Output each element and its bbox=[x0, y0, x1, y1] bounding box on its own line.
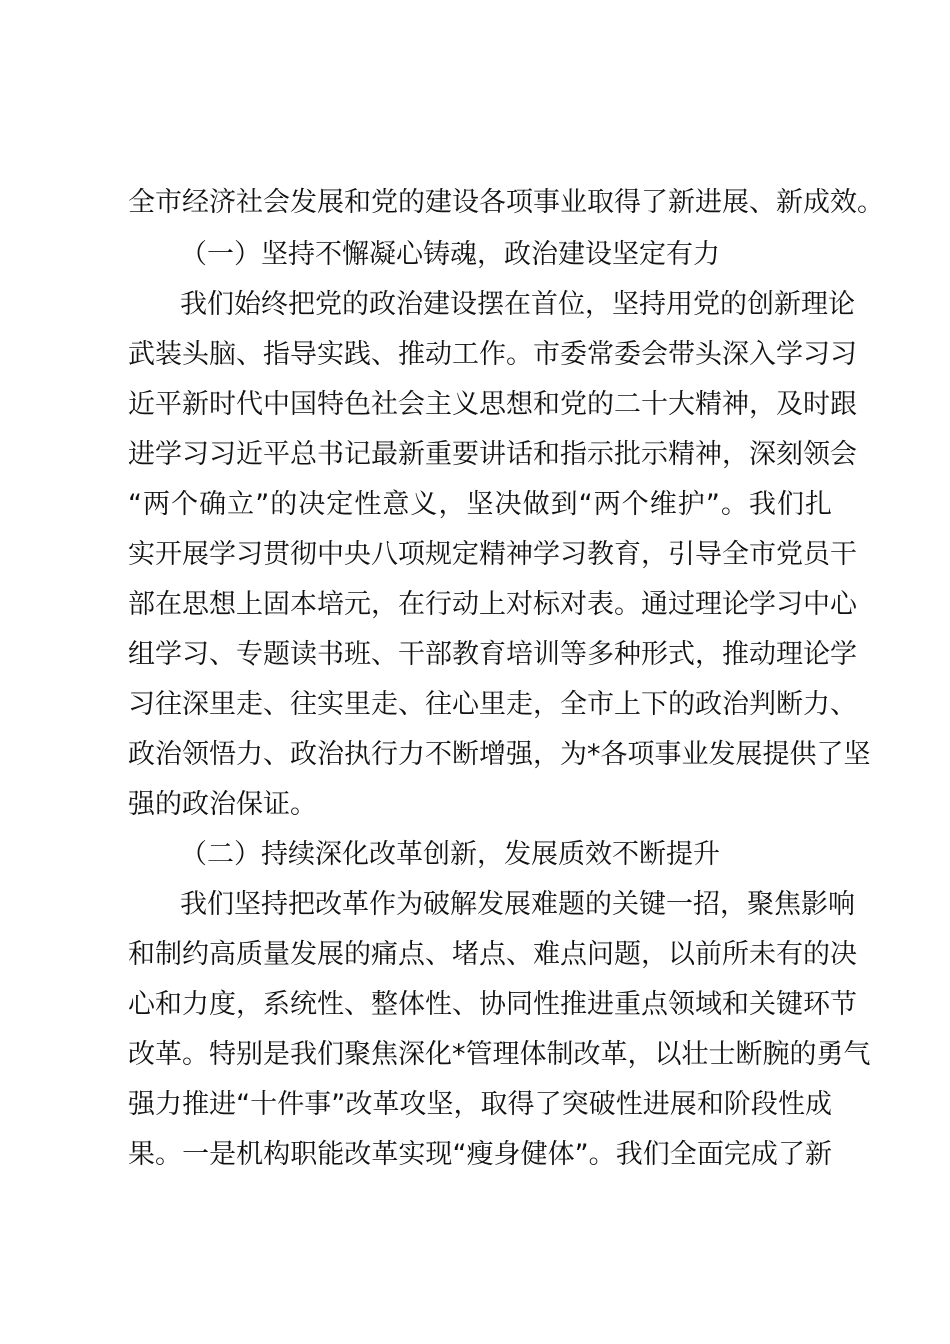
paragraph-1-line-2: 武装头脑、指导实践、推动工作。市委常委会带头深入学习习 bbox=[128, 339, 857, 370]
paragraph-1-line-1: 我们始终把党的政治建设摆在首位，坚持用党的创新理论 bbox=[180, 289, 855, 320]
paragraph-1-line-9: 习往深里走、往实里走、往心里走，全市上下的政治判断力、 bbox=[128, 689, 857, 720]
paragraph-1-line-10: 政治领悟力、政治执行力不断增强，为*各项事业发展提供了坚 bbox=[128, 739, 871, 770]
paragraph-1-line-7: 部在思想上固本培元，在行动上对标对表。通过理论学习中心 bbox=[128, 589, 857, 620]
paragraph-2-line-5: 强力推进“十件事”改革攻坚，取得了突破性进展和阶段性成 bbox=[128, 1089, 832, 1120]
paragraph-2-line-1: 我们坚持把改革作为破解发展难题的关键一招，聚焦影响 bbox=[180, 889, 855, 920]
paragraph-1-line-3: 近平新时代中国特色社会主义思想和党的二十大精神，及时跟 bbox=[128, 389, 857, 420]
paragraph-1-line-6: 实开展学习贯彻中央八项规定精神学习教育，引导全市党员干 bbox=[128, 539, 857, 570]
paragraph-1-line-5: “两个确立”的决定性意义，坚决做到“两个维护”。我们扎 bbox=[128, 489, 832, 520]
section-heading-1: （一）坚持不懈凝心铸魂，政治建设坚定有力 bbox=[180, 239, 720, 270]
section-heading-2: （二）持续深化改革创新，发展质效不断提升 bbox=[180, 839, 720, 870]
paragraph-2-line-4: 改革。特别是我们聚焦深化*管理体制改革，以壮士断腕的勇气 bbox=[128, 1039, 871, 1070]
paragraph-2-line-6: 果。一是机构职能改革实现“瘦身健体”。我们全面完成了新 bbox=[128, 1139, 832, 1170]
paragraph-1-line-8: 组学习、专题读书班、干部教育培训等多种形式，推动理论学 bbox=[128, 639, 857, 670]
paragraph-line-continuation: 全市经济社会发展和党的建设各项事业取得了新进展、新成效。 bbox=[128, 187, 884, 218]
paragraph-1-line-11: 强的政治保证。 bbox=[128, 789, 317, 820]
paragraph-2-line-3: 心和力度，系统性、整体性、协同性推进重点领域和关键环节 bbox=[128, 989, 857, 1020]
paragraph-2-line-2: 和制约高质量发展的痛点、堵点、难点问题，以前所未有的决 bbox=[128, 939, 857, 970]
paragraph-1-line-4: 进学习习近平总书记最新重要讲话和指示批示精神，深刻领会 bbox=[128, 439, 857, 470]
